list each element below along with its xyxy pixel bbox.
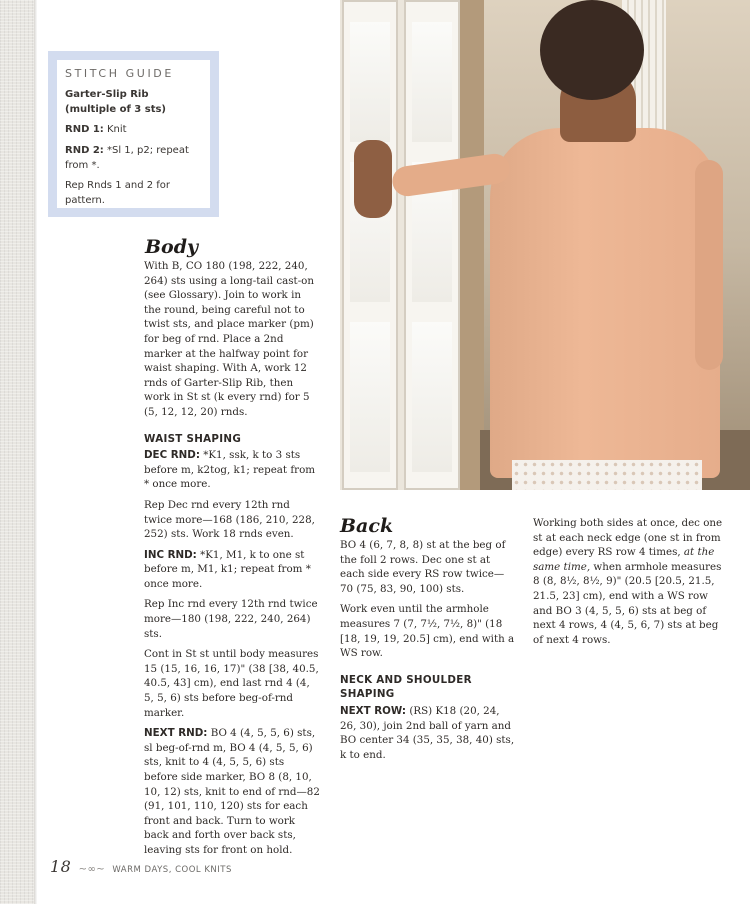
- stitch-rnd-1: [65, 122, 202, 137]
- body-heading: Body: [145, 236, 199, 258]
- next-row-text: (RS) K18 (20, 24, 26, 30), join 2nd ball of yarn and BO center 34 (35, 35, 38, 40) sts, k to end.: [340, 704, 515, 761]
- dec-rnd-paragraph: [144, 448, 320, 492]
- body-intro: With B, CO 180 (198, 222, 240, 264) sts using a long-tail cast-on (see Glossary). Join to work in the round, being careful not to twist sts, and place marker (pm) for beg of rnd. Place a 2nd marker at the halfway point for waist shaping. With A, work 12 rnds of Garter-Slip Rib, then work in St st (k every rnd) for 5 (5, 12, 12, 20) rnds.: [144, 260, 315, 418]
- page-footer: [50, 857, 232, 876]
- back-heading: Back: [340, 515, 394, 537]
- next-row-label: NEXT ROW:: [340, 704, 407, 717]
- photo-window-pane: [412, 22, 452, 142]
- neck-shoulder-heading: NECK AND SHOULDER SHAPING: [340, 673, 472, 701]
- back-para-2: Work even until the armhole measures 7 (7, 7½, 7½, 8)" (18 [18, 19, 19, 20.5] cm), end with a WS row.: [340, 603, 515, 660]
- dec-repeat-paragraph: Rep Dec rnd every 12th rnd twice more—168 (186, 210, 228, 252) sts. Work 18 rnds even.: [144, 498, 315, 541]
- inc-rnd-paragraph: [144, 548, 320, 592]
- stitch-guide-title: STITCH GUIDE: [65, 67, 174, 80]
- stitch-guide-box: [48, 51, 219, 217]
- linen-page-edge: [0, 0, 34, 904]
- neck-shaping-text-b: when armhole measures 8 (8, 8½, 8½, 9)" (20.5 [20.5, 21.5, 21.5, 23] cm), end with a WS row and BO 3 (4, 5, 5, 6) sts at beg of next 4 rows, 4 (4, 5, 6, 7) sts at beg of next 4 rows.: [533, 560, 722, 646]
- back-para-1: BO 4 (6, 7, 8, 8) st at the beg of the foll 2 rows. Dec one st at each side every RS row twice—70 (75, 83, 90, 100) sts.: [340, 539, 506, 595]
- inc-rnd-label: INC RND:: [144, 548, 197, 561]
- rnd-1-text: Knit: [107, 124, 127, 135]
- photo-sweater-sleeve-right: [695, 160, 723, 370]
- next-rnd-label: NEXT RND:: [144, 727, 208, 740]
- waist-shaping-heading: WAIST SHAPING: [144, 432, 242, 445]
- next-rnd-paragraph: [144, 726, 320, 857]
- dec-rnd-label: DEC RND:: [144, 449, 200, 462]
- photo-sweater: [490, 128, 720, 478]
- next-rnd-text: BO 4 (4, 5, 5, 6) sts, sl beg-of-rnd m, BO 4 (4, 5, 5, 6) sts, knit to 4 (4, 5, 5, 6) sts before side marker, BO 8 (8, 10, 10, 12) sts, knit to end of rnd—82 (91, 101, 110, 120) sts for each front and back. Turn to work back and forth over back sts, leaving sts for front on hold.: [144, 727, 320, 856]
- photo-window-pane: [350, 22, 390, 142]
- book-spine-shadow: [34, 0, 37, 904]
- rnd-2-text: *Sl 1, p2; repeat from *.: [65, 145, 189, 171]
- stitch-pattern-name: Garter-Slip Rib (multiple of 3 sts): [65, 89, 166, 115]
- flourish-icon: ~∞~: [78, 864, 106, 875]
- back-column: [340, 538, 516, 768]
- rnd-2-label: RND 2:: [65, 145, 104, 156]
- cont-paragraph: Cont in St st until body measures 15 (15, 16, 16, 17)" (38 [38, 40.5, 40.5, 43] cm), end last rnd 4 (4, 5, 5, 6) sts before beg-of-rnd marker.: [144, 648, 319, 719]
- photo-window-frame-right: [404, 0, 460, 490]
- photo-window-frame-left: [342, 0, 398, 490]
- back-column-continued: [533, 516, 723, 653]
- photo-door-frame: [460, 0, 484, 490]
- dec-rnd-text: *K1, ssk, k to 3 sts before m, k2tog, k1; repeat from * once more.: [144, 449, 316, 491]
- body-column: [144, 259, 320, 864]
- at-the-same-time: at the same time,: [533, 546, 715, 573]
- stitch-repeat-note: Rep Rnds 1 and 2 for pattern.: [65, 180, 171, 206]
- stitch-rnd-2: [65, 143, 202, 173]
- photo-skirt: [512, 460, 702, 490]
- neck-shaping-text-a: Working both sides at once, dec one st at each neck edge (one st in from edge) every RS row 4 times,: [533, 517, 723, 559]
- photo-hand: [354, 140, 392, 218]
- neck-shaping-paragraph: [533, 516, 723, 647]
- sweater-photo: [340, 0, 750, 490]
- photo-window-pane: [350, 322, 390, 472]
- rnd-1-label: RND 1:: [65, 124, 104, 135]
- photo-head: [540, 0, 644, 100]
- page-number: 18: [50, 857, 72, 876]
- photo-window-pane: [412, 322, 452, 472]
- inc-repeat-paragraph: Rep Inc rnd every 12th rnd twice more—180 (198, 222, 240, 264) sts.: [144, 598, 318, 640]
- book-title: WARM DAYS, COOL KNITS: [112, 865, 232, 875]
- inc-rnd-text: *K1, M1, k to one st before m, M1, k1; repeat from * once more.: [144, 548, 311, 590]
- next-row-paragraph: [340, 704, 516, 762]
